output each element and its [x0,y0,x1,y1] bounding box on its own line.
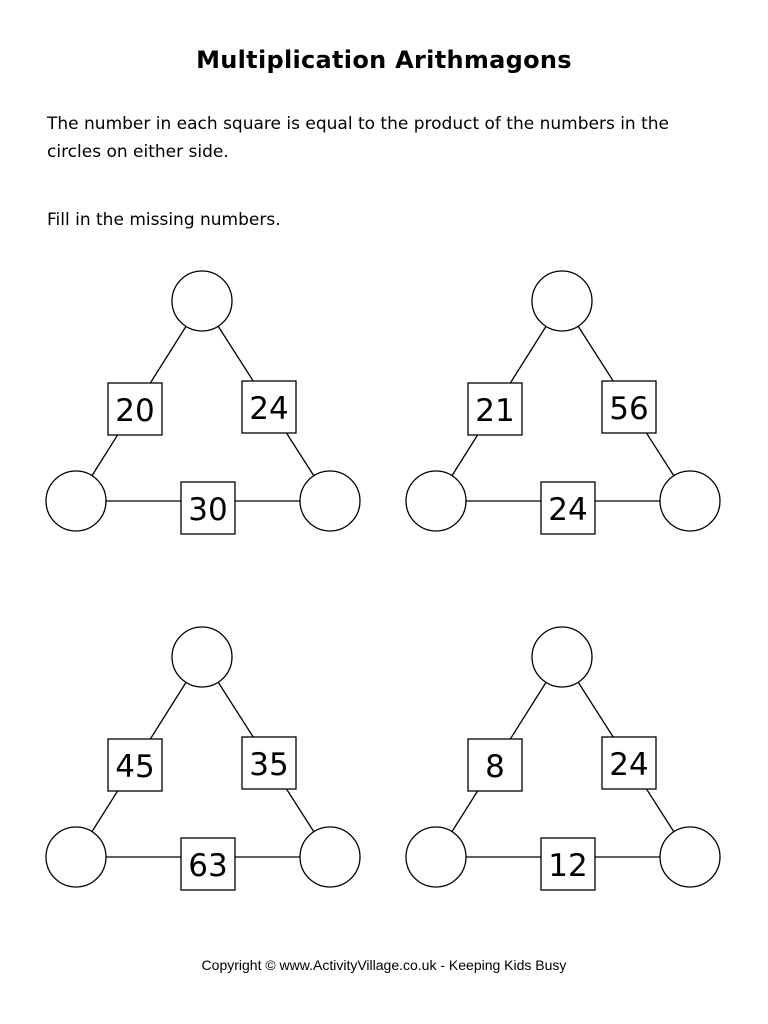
arithmagon-2 [406,271,720,534]
arithmagon-1 [46,271,360,534]
square-bottom-value: 30 [188,492,228,528]
square-bottom-value: 63 [188,848,228,884]
square-bottom-value: 24 [548,492,588,528]
circle-top [532,627,592,687]
square-left-value: 45 [115,749,155,785]
copyright-footer: Copyright © www.ActivityVillage.co.uk - Keeping Kids Busy [201,957,567,973]
square-right-value: 35 [249,747,289,783]
circle-top [172,627,232,687]
circle-right [660,827,720,887]
circle-top [532,271,592,331]
square-right-value: 56 [609,391,649,427]
page-title: Multiplication Arithmagons [196,46,572,74]
circle-top [172,271,232,331]
circle-right [300,827,360,887]
square-right-value: 24 [609,747,649,783]
circle-left [406,827,466,887]
circle-right [660,471,720,531]
arithmagon-3 [46,627,360,890]
square-left-value: 20 [115,393,155,429]
square-bottom-value: 12 [548,848,588,884]
square-right-value: 24 [249,391,289,427]
circle-left [46,471,106,531]
instruction-text: The number in each square is equal to the product of the numbers in the circles on either side. [47,114,670,162]
instruction-fill-text: Fill in the missing numbers. [47,210,281,230]
circle-left [406,471,466,531]
square-left-value: 21 [475,393,515,429]
circle-right [300,471,360,531]
square-left-value: 8 [485,749,505,785]
arithmagon-4 [406,627,720,890]
circle-left [46,827,106,887]
